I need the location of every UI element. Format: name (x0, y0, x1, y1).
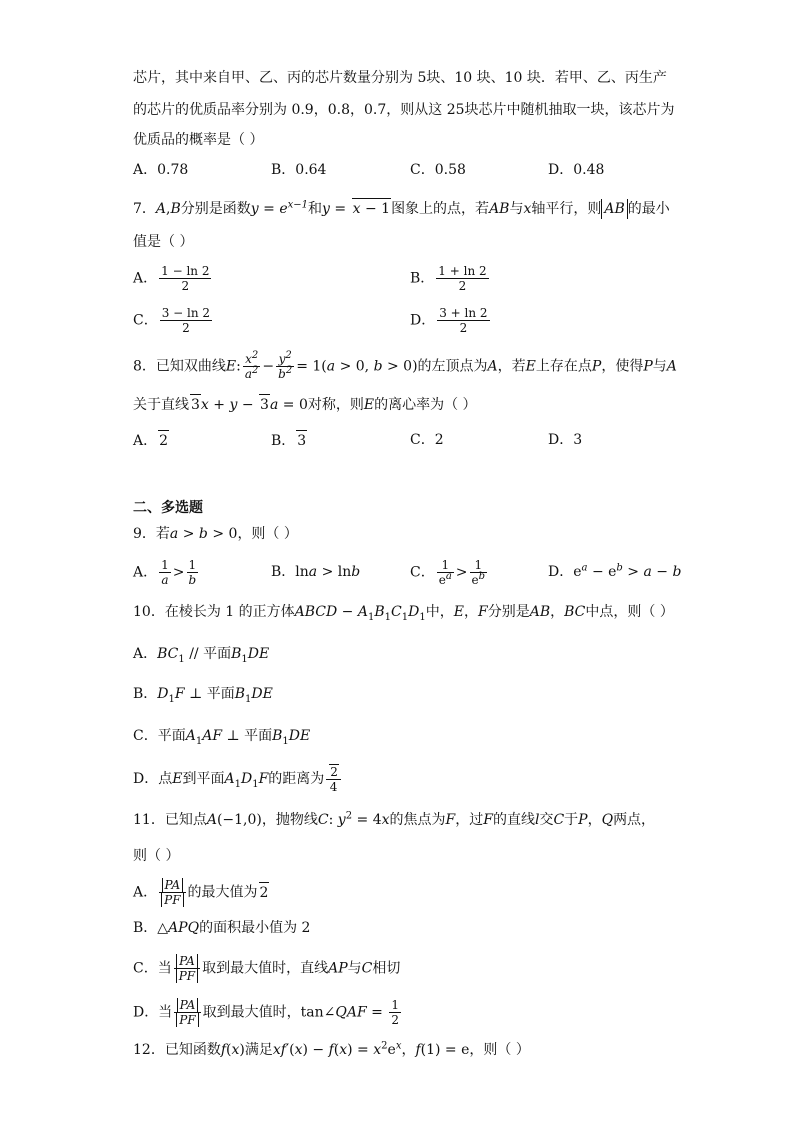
q6-line-3: 优质品的概率是（ ） (133, 132, 264, 148)
q7-option-b: B． $\frac{1 + \ln 2}{2}$ (410, 264, 487, 293)
q8-stem-line-2: 关于直线 3x + y − 3a = 0对称，则E的离心率为（ ） (133, 394, 477, 415)
q6-line-1: 芯片，其中来自甲、乙、丙的芯片数量分别为 5块、10 块、10 块．若甲、乙、丙生产 (133, 70, 667, 86)
q7-option-a: A． $\frac{1 - \ln 2}{2}$ (133, 264, 210, 293)
q9-option-a: A． $\frac{1}{a}$ > $\frac{1}{b}$ (133, 558, 197, 587)
q12-stem: 12．已知函数f(x)满足$xf'(x) - f(x) = x^2e^x$，f(1) = e，则（ ） (133, 1040, 530, 1058)
q8-option-d: D．3 (548, 432, 583, 448)
q8-option-c: C．2 (410, 432, 444, 448)
q6-line-2: 的芯片的优质品率分别为 0.9，0.8，0.7，则从这 25块芯片中随机抽取一块，该芯片为 (133, 102, 675, 118)
q11-option-b: B．△APQ的面积最小值为 2 (133, 920, 311, 936)
q6-option-a: A．0.78 (133, 162, 189, 178)
q7-option-d: D． $\frac{3 + \ln 2}{2}$ (410, 306, 488, 335)
q8-option-a: A． 2 (133, 430, 169, 451)
q6-option-b: B．0.64 (271, 162, 327, 178)
q9-option-c: C． $\frac{1}{e^a}$ > $\frac{1}{e^b}$ (410, 558, 486, 587)
q11-stem-line-1: 11．已知点A(−1,0)，抛物线C: $y^2 = 4x$的焦点为F，过F的直线l交C于P，Q两点， (133, 810, 656, 828)
q9-option-b: B．lna > lnb (271, 564, 361, 580)
q7-stem-line-2: 值是（ ） (133, 234, 194, 250)
q9-option-d: D．$e^a - e^b > a - b$ (548, 562, 682, 580)
q7-option-c: C． $\frac{3 - \ln 2}{2}$ (133, 306, 211, 335)
q11-stem-line-2: 则（ ） (133, 848, 180, 864)
q7-stem-line-1: 7．A,B分别是函数$y = e^{x-1}$和y = x − 1图象上的点，若AB与x轴平行，则 AB 的最小 (133, 199, 670, 217)
q8-stem-line-1: 8．已知双曲线E: $\frac{x^2}{a^2}$ − $\frac{y^2}{b^2}$ = 1(a > 0, b > 0)的左顶点为A，若E上存在点P，使得P与A (133, 350, 677, 381)
q9-stem: 9．若a > b > 0，则（ ） (133, 526, 298, 542)
q8-option-b: B． 3 (271, 430, 307, 451)
q11-option-a: A． $\frac{PA}{PF}$ 的最大值为 2 (133, 878, 269, 907)
q11-option-d: D．当 $\frac{PA}{PF}$ 取到最大值时，tan∠QAF = $\frac{1}{2}$ (133, 998, 399, 1027)
q10-option-b: B．$D_1F$ ⊥ 平面$B_1DE$ (133, 686, 273, 705)
q6-option-d: D．0.48 (548, 162, 605, 178)
q10-stem: 10．在棱长为 1 的正方体ABCD − $A_1B_1C_1D_1$中，E，F分别是AB，BC中点，则（ ） (133, 604, 674, 623)
q11-option-c: C．当 $\frac{PA}{PF}$ 取到最大值时，直线AP与C相切 (133, 954, 401, 983)
q6-option-c: C．0.58 (410, 162, 466, 178)
q10-option-d: D．点E到平面$A_1D_1F$的距离为 $\frac{2}{4}$ (133, 764, 343, 794)
q10-option-a: A．$BC_1$ // 平面$B_1DE$ (133, 646, 270, 665)
q10-option-c: C．平面$A_1AF$ ⊥ 平面$B_1DE$ (133, 728, 311, 747)
section-multiple-choice-heading: 二、多选题 (133, 500, 203, 516)
